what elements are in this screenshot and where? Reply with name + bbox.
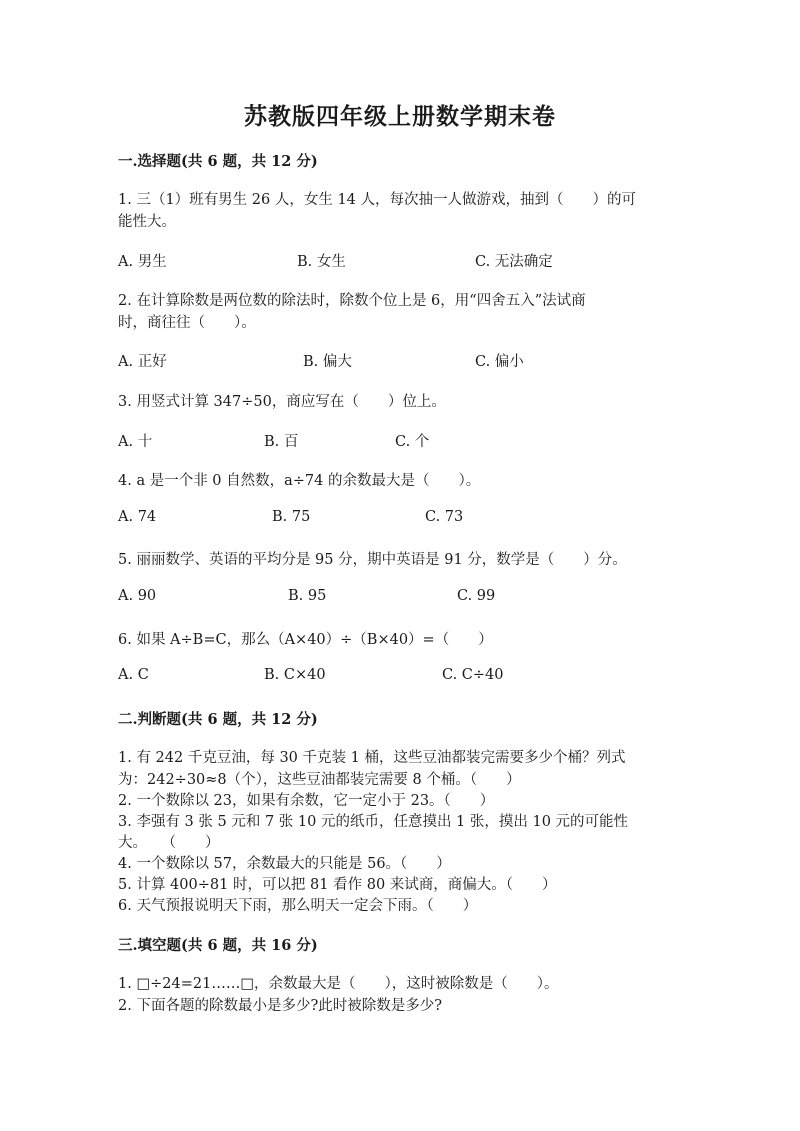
- option-b: B. 95: [288, 588, 327, 604]
- option-a: A. 男生: [118, 254, 167, 270]
- question-text: 能性大。: [118, 214, 176, 230]
- option-a: A. 正好: [118, 354, 167, 370]
- question-text: 1. □÷24=21……□，余数最大是（ ），这时被除数是（ ）。: [118, 976, 559, 992]
- question-text: 5. 丽丽数学、英语的平均分是 95 分，期中英语是 91 分，数学是（ ）分。: [118, 552, 627, 568]
- question-text: 6. 如果 A÷B=C，那么（A×40）÷（B×40）=（ ）: [118, 632, 493, 648]
- question-text: 4. 一个数除以 57，余数最大的只能是 56。（ ）: [118, 856, 451, 872]
- option-c: C. 99: [457, 588, 496, 604]
- section-heading-choice: 一.选择题(共 6 题，共 12 分): [118, 153, 318, 170]
- question-text: 2. 在计算除数是两位数的除法时，除数个位上是 6，用“四舍五入”法试商: [118, 293, 586, 309]
- question-text: 2. 一个数除以 23，如果有余数，它一定小于 23。（ ）: [118, 793, 495, 809]
- question-text: 4. a 是一个非 0 自然数，a÷74 的余数最大是（ ）。: [118, 473, 481, 489]
- option-c: C. C÷40: [442, 667, 504, 683]
- section-heading-fill-blank: 三.填空题(共 6 题，共 16 分): [118, 937, 318, 954]
- option-b: B. 偏大: [303, 354, 352, 370]
- question-text: 3. 李强有 3 张 5 元和 7 张 10 元的纸币，任意摸出 1 张，摸出 10 元的可能性: [118, 814, 629, 830]
- question-text: 3. 用竖式计算 347÷50，商应写在（ ）位上。: [118, 394, 446, 410]
- option-c: C. 偏小: [475, 354, 524, 370]
- option-a: A. 74: [118, 509, 157, 525]
- option-a: A. C: [118, 667, 149, 683]
- section-heading-judgement: 二.判断题(共 6 题，共 12 分): [118, 711, 318, 728]
- option-a: A. 90: [118, 588, 157, 604]
- option-a: A. 十: [118, 434, 153, 450]
- option-c: C. 73: [425, 509, 464, 525]
- question-text: 1. 有 242 千克豆油，每 30 千克装 1 桶，这些豆油都装完需要多少个桶？列式: [118, 750, 626, 766]
- question-text: 大。 （ ）: [118, 835, 220, 851]
- question-text: 6. 天气预报说明天下雨，那么明天一定会下雨。（ ）: [118, 898, 478, 914]
- question-text: 1. 三（1）班有男生 26 人，女生 14 人，每次抽一人做游戏，抽到（ ）的可: [118, 192, 637, 208]
- question-text: 为：242÷30≈8（个），这些豆油都装完需要 8 个桶。（ ）: [118, 772, 521, 788]
- option-b: B. 女生: [297, 254, 346, 270]
- option-c: C. 个: [395, 434, 430, 450]
- option-b: B. C×40: [264, 667, 326, 683]
- option-b: B. 75: [272, 509, 311, 525]
- question-text: 5. 计算 400÷81 时，可以把 81 看作 80 来试商，商偏大。（ ）: [118, 877, 557, 893]
- option-c: C. 无法确定: [475, 254, 553, 270]
- page-title: 苏教版四年级上册数学期末卷: [244, 103, 556, 130]
- question-text: 2. 下面各题的除数最小是多少?此时被除数是多少?: [118, 998, 442, 1014]
- question-text: 时，商往往（ ）。: [118, 315, 256, 331]
- option-b: B. 百: [264, 434, 299, 450]
